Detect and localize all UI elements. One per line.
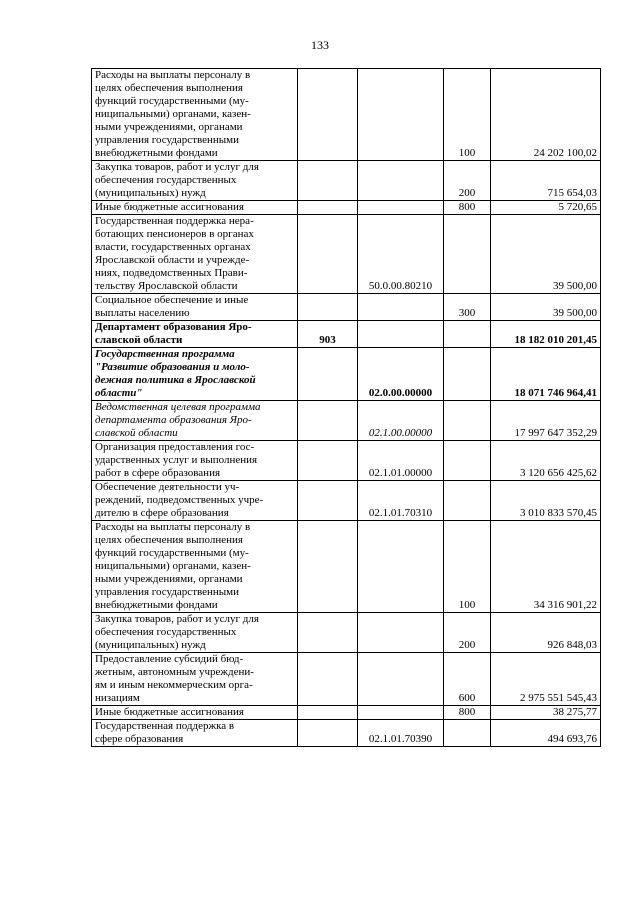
row-target-article-cell (358, 69, 444, 161)
row-name-cell: Закупка товаров, работ и услуг для обеспечения государственных (муниципальных) нужд (92, 161, 298, 201)
row-amount-cell: 39 500,00 (491, 294, 601, 321)
row-amount-cell: 5 720,65 (491, 201, 601, 215)
row-amount-cell: 3 010 833 570,45 (491, 481, 601, 521)
row-expense-type-cell: 600 (444, 653, 491, 706)
row-expense-type-cell (444, 720, 491, 747)
table-row (92, 481, 601, 521)
table-row (92, 294, 601, 321)
table-row (92, 215, 601, 294)
row-department-code-cell (298, 613, 358, 653)
budget-table (91, 68, 601, 747)
row-target-article-cell (358, 653, 444, 706)
row-target-article-cell (358, 613, 444, 653)
row-department-code-cell (298, 161, 358, 201)
row-amount-cell: 2 975 551 545,43 (491, 653, 601, 706)
row-expense-type-cell (444, 441, 491, 481)
row-department-code-cell (298, 215, 358, 294)
row-target-article-cell: 02.0.00.00000 (358, 348, 444, 401)
page-number: 133 (311, 38, 329, 52)
row-amount-cell: 18 071 746 964,41 (491, 348, 601, 401)
row-target-article-cell (358, 706, 444, 720)
row-target-article-cell: 02.1.01.70310 (358, 481, 444, 521)
row-department-code-cell (298, 348, 358, 401)
row-target-article-cell: 50.0.00.80210 (358, 215, 444, 294)
row-expense-type-cell: 100 (444, 521, 491, 613)
row-department-code-cell (298, 201, 358, 215)
row-department-code-cell (298, 401, 358, 441)
row-name-cell: Обеспечение деятельности уч- реждений, подведомственных учре- дителю в сфере образования (92, 481, 298, 521)
table-row (92, 201, 601, 215)
row-target-article-cell (358, 321, 444, 348)
row-name-cell: Расходы на выплаты персоналу в целях обеспечения выполнения функций государственными (му- ниципальными) органами, казен- ными учреждениями, органами управления государственными внебюджетными фондами (92, 69, 298, 161)
row-name-cell: Государственная программа "Развитие образования и моло- дежная политика в Ярославской области" (92, 348, 298, 401)
row-expense-type-cell: 100 (444, 69, 491, 161)
table-row (92, 653, 601, 706)
table-row (92, 613, 601, 653)
row-department-code-cell (298, 441, 358, 481)
row-amount-cell: 38 275,77 (491, 706, 601, 720)
row-name-cell: Организация предоставления гос- ударственных услуг и выполнения работ в сфере образования (92, 441, 298, 481)
table-row (92, 348, 601, 401)
row-amount-cell: 3 120 656 425,62 (491, 441, 601, 481)
row-expense-type-cell (444, 348, 491, 401)
budget-table-body (92, 69, 601, 747)
table-row (92, 321, 601, 348)
table-row (92, 69, 601, 161)
row-name-cell: Департамент образования Яро- славской области (92, 321, 298, 348)
row-department-code-cell (298, 653, 358, 706)
table-row (92, 441, 601, 481)
row-name-cell: Государственная поддержка нера- ботающих пенсионеров в органах власти, государственных органах Ярославской области и учрежде- ниях, подведомственных Прави- тельству Ярославской области (92, 215, 298, 294)
row-target-article-cell (358, 161, 444, 201)
row-amount-cell: 494 693,76 (491, 720, 601, 747)
row-expense-type-cell: 800 (444, 201, 491, 215)
row-amount-cell: 39 500,00 (491, 215, 601, 294)
row-name-cell: Социальное обеспечение и иные выплаты населению (92, 294, 298, 321)
row-amount-cell: 926 848,03 (491, 613, 601, 653)
row-department-code-cell (298, 294, 358, 321)
row-expense-type-cell (444, 215, 491, 294)
table-row (92, 720, 601, 747)
row-amount-cell: 17 997 647 352,29 (491, 401, 601, 441)
table-row (92, 161, 601, 201)
row-name-cell: Иные бюджетные ассигнования (92, 706, 298, 720)
row-name-cell: Государственная поддержка в сфере образования (92, 720, 298, 747)
table-row (92, 706, 601, 720)
row-name-cell: Предоставление субсидий бюд- жетным, автономным учреждени- ям и иным некоммерческим орга- низациям (92, 653, 298, 706)
table-row (92, 401, 601, 441)
row-target-article-cell: 02.1.01.00000 (358, 441, 444, 481)
row-target-article-cell (358, 521, 444, 613)
row-name-cell: Закупка товаров, работ и услуг для обеспечения государственных (муниципальных) нужд (92, 613, 298, 653)
row-target-article-cell (358, 201, 444, 215)
row-department-code-cell (298, 720, 358, 747)
row-expense-type-cell (444, 321, 491, 348)
row-expense-type-cell (444, 401, 491, 441)
row-expense-type-cell (444, 481, 491, 521)
row-expense-type-cell: 300 (444, 294, 491, 321)
row-target-article-cell: 02.1.00.00000 (358, 401, 444, 441)
row-name-cell: Иные бюджетные ассигнования (92, 201, 298, 215)
row-target-article-cell (358, 294, 444, 321)
row-expense-type-cell: 800 (444, 706, 491, 720)
row-department-code-cell: 903 (298, 321, 358, 348)
row-target-article-cell: 02.1.01.70390 (358, 720, 444, 747)
row-name-cell: Ведомственная целевая программа департамента образования Яро- славской области (92, 401, 298, 441)
row-expense-type-cell: 200 (444, 613, 491, 653)
row-name-cell: Расходы на выплаты персоналу в целях обеспечения выполнения функций государственными (му- ниципальными) органами, казен- ными учреждениями, органами управления государственными внебюджетными фондами (92, 521, 298, 613)
row-department-code-cell (298, 521, 358, 613)
table-row (92, 521, 601, 613)
row-expense-type-cell: 200 (444, 161, 491, 201)
row-department-code-cell (298, 481, 358, 521)
row-amount-cell: 18 182 010 201,45 (491, 321, 601, 348)
row-amount-cell: 24 202 100,02 (491, 69, 601, 161)
row-department-code-cell (298, 69, 358, 161)
row-amount-cell: 34 316 901,22 (491, 521, 601, 613)
row-amount-cell: 715 654,03 (491, 161, 601, 201)
row-department-code-cell (298, 706, 358, 720)
